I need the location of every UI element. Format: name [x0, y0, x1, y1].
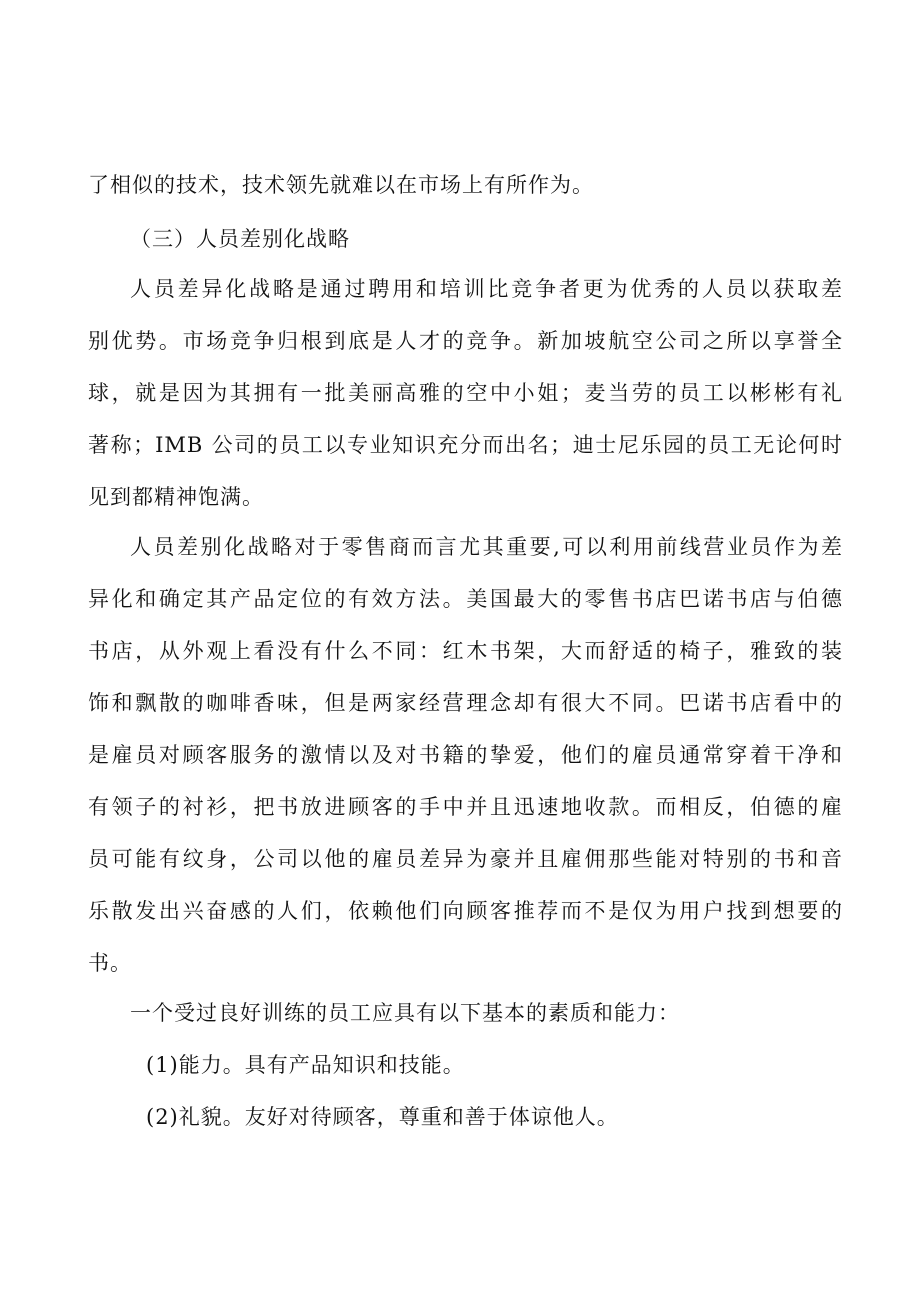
- paragraph-line: 见到都精神饱满。: [88, 485, 264, 509]
- paragraph-line: 有领子的衬衫，把书放进顾客的手中并且迅速地收款。而相反，伯德的雇: [88, 795, 843, 819]
- paragraph-line: 人员差异化战略是通过聘用和培训比竞争者更为优秀的人员以获取差: [130, 277, 843, 301]
- list-item: (1)能力。具有产品知识和技能。: [146, 1053, 465, 1077]
- paragraph-line: 人员差别化战略对于零售商而言尤其重要,可以利用前线营业员作为差: [130, 535, 843, 559]
- section-heading: （三）人员差别化战略: [130, 227, 350, 251]
- paragraph-line: 书店，从外观上看没有什么不同：红木书架，大而舒适的椅子，雅致的装: [88, 639, 843, 663]
- list-item: (2)礼貌。友好对待顾客，尊重和善于体谅他人。: [146, 1105, 619, 1129]
- paragraph-line: 是雇员对顾客服务的激情以及对书籍的挚爱，他们的雇员通常穿着干净和: [88, 743, 843, 767]
- paragraph-line: 异化和确定其产品定位的有效方法。美国最大的零售书店巴诺书店与伯德: [88, 587, 843, 611]
- paragraph-line: 球，就是因为其拥有一批美丽高雅的空中小姐；麦当劳的员工以彬彬有礼: [88, 381, 843, 405]
- paragraph-line: 了相似的技术，技术领先就难以在市场上有所作为。: [88, 173, 594, 197]
- qualities-intro: 一个受过良好训练的员工应具有以下基本的素质和能力：: [130, 1001, 680, 1025]
- paragraph-line: 饰和飘散的咖啡香味，但是两家经营理念却有很大不同。巴诺书店看中的: [88, 691, 843, 715]
- paragraph-line: 书。: [88, 951, 132, 975]
- paragraph-line: 别优势。市场竞争归根到底是人才的竞争。新加坡航空公司之所以享誉全: [88, 329, 843, 353]
- paragraph-line: 著称；IMB 公司的员工以专业知识充分而出名；迪士尼乐园的员工无论何时: [88, 433, 843, 457]
- paragraph-line: 乐散发出兴奋感的人们，依赖他们向顾客推荐而不是仅为用户找到想要的: [88, 899, 843, 923]
- paragraph-line: 员可能有纹身，公司以他的雇员差异为豪并且雇佣那些能对特别的书和音: [88, 847, 843, 871]
